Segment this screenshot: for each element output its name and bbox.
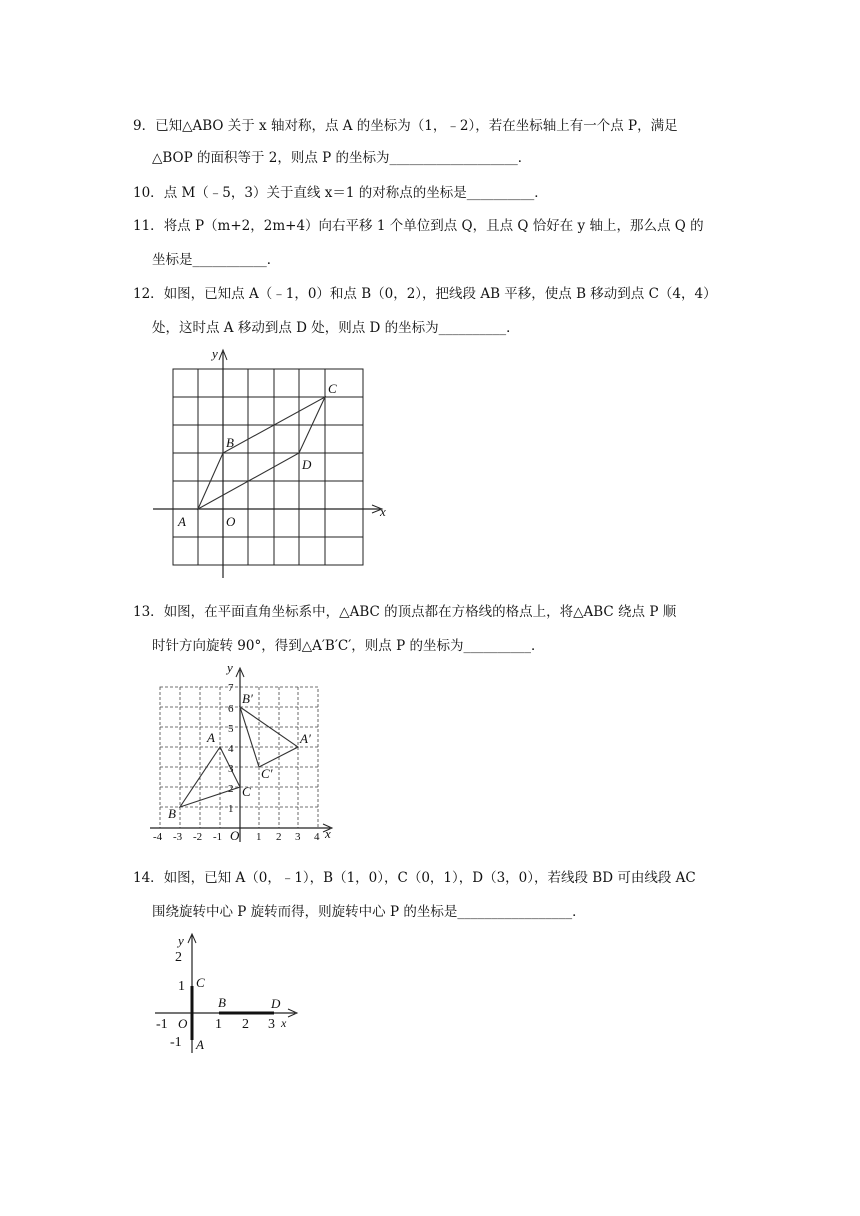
question-text: 处，这时点 A 移动到点 D 处，则点 D 的坐标为__________． — [152, 320, 520, 336]
question-12-line-2 — [152, 316, 520, 336]
label-a: A — [196, 1037, 204, 1052]
question-text: 围绕旋转中心 P 旋转而得，则旋转中心 P 的坐标是_________________． — [152, 904, 586, 920]
label-a: A — [178, 514, 186, 529]
tick-x-1: 1 — [215, 1017, 222, 1032]
tick-x-neg1: -1 — [213, 831, 223, 843]
question-text: △BOP 的面积等于 2，则点 P 的坐标为___________________． — [152, 150, 532, 166]
label-c: C — [242, 784, 251, 799]
label-o: O — [178, 1016, 188, 1031]
label-c-prime: C′ — [261, 766, 273, 781]
question-10-line-1 — [133, 181, 548, 201]
tick-y-1: 1 — [228, 803, 234, 815]
tick-x-2: 2 — [276, 831, 282, 843]
tick-x-neg4: -4 — [153, 831, 163, 843]
label-x: x — [380, 504, 386, 519]
question-11-line-1 — [133, 214, 704, 234]
question-14-line-2 — [152, 900, 586, 920]
question-text: 如图，在平面直角坐标系中，△ABC 的顶点都在方格线的格点上，将△ABC 绕点 P 顺 — [163, 604, 677, 620]
label-x: x — [325, 826, 331, 841]
question-text: 时针方向旋转 90°，得到△A′B′C′，则点 P 的坐标为__________． — [152, 638, 545, 654]
label-c: C — [196, 975, 205, 990]
triangle-a1b1c1 — [240, 707, 298, 767]
tick-x-neg2: -2 — [193, 831, 203, 843]
tick-y-3: 3 — [228, 763, 234, 775]
tick-y-7: 7 — [228, 682, 234, 694]
label-b-prime: B′ — [242, 691, 253, 706]
question-number: 12． — [133, 286, 164, 302]
tick-x-2: 2 — [242, 1017, 249, 1032]
question-9-line-1 — [133, 114, 678, 134]
tick-x-neg3: -3 — [173, 831, 183, 843]
question-text: 将点 P（m+2，2m+4）向右平移 1 个单位到点 Q，且点 Q 恰好在 y 轴上，那么点 Q 的 — [163, 218, 704, 234]
grid-lines — [173, 369, 363, 565]
question-text: 坐标是___________． — [152, 252, 281, 268]
question-11-line-2 — [152, 248, 280, 268]
tick-y-5: 5 — [228, 723, 234, 735]
label-b: B — [226, 435, 234, 450]
label-d: D — [302, 457, 312, 472]
label-a-prime: A′ — [300, 731, 311, 746]
question-12-line-1 — [133, 282, 717, 302]
triangle-abc — [180, 747, 240, 807]
tick-y-1: 1 — [178, 979, 185, 994]
question-number: 11． — [133, 218, 164, 234]
question-text: 点 M（﹣5，3）关于直线 x＝1 的对称点的坐标是__________． — [163, 185, 548, 201]
label-b: B — [168, 806, 176, 821]
tick-y-2: 2 — [228, 783, 234, 795]
label-d: D — [271, 996, 281, 1011]
figure-13-grid — [145, 660, 345, 845]
question-13-line-1 — [133, 600, 676, 620]
label-y: y — [178, 933, 184, 948]
tick-x-4: 4 — [314, 831, 320, 843]
question-number: 9． — [133, 118, 156, 134]
tick-x-1: 1 — [256, 831, 262, 843]
question-number: 14． — [133, 870, 164, 886]
question-13-line-2 — [152, 634, 544, 654]
label-b: B — [218, 995, 226, 1010]
question-number: 10． — [133, 185, 164, 201]
tick-y-4: 4 — [228, 743, 234, 755]
tick-x-3: 3 — [295, 831, 301, 843]
question-text: 如图，已知 A（0，﹣1），B（1，0），C（0，1），D（3，0），若线段 BD 可由线段 AC — [163, 870, 696, 886]
label-o: O — [230, 828, 240, 843]
figure-12-grid — [150, 340, 390, 580]
tick-x-neg1: -1 — [156, 1017, 168, 1032]
question-number: 13． — [133, 604, 164, 620]
label-x: x — [281, 1016, 287, 1030]
question-text: 如图，已知点 A（﹣1，0）和点 B（0，2），把线段 AB 平移，使点 B 移动到点 C（4，4） — [163, 286, 717, 302]
label-o: O — [226, 514, 236, 529]
question-9-line-2 — [152, 146, 531, 166]
label-y: y — [227, 660, 233, 675]
label-a: A — [207, 730, 215, 745]
tick-y-2: 2 — [175, 950, 182, 965]
question-14-line-1 — [133, 866, 696, 886]
tick-y-neg1: -1 — [170, 1035, 182, 1050]
dashed-grid — [160, 687, 318, 828]
question-text: 已知△ABO 关于 x 轴对称，点 A 的坐标为（1，﹣2），若在坐标轴上有一个点 P，满足 — [155, 118, 678, 134]
tick-x-3: 3 — [268, 1017, 275, 1032]
label-c: C — [328, 381, 337, 396]
figure-14-axes — [150, 925, 310, 1060]
tick-y-6: 6 — [228, 703, 234, 715]
label-y: y — [212, 346, 218, 361]
